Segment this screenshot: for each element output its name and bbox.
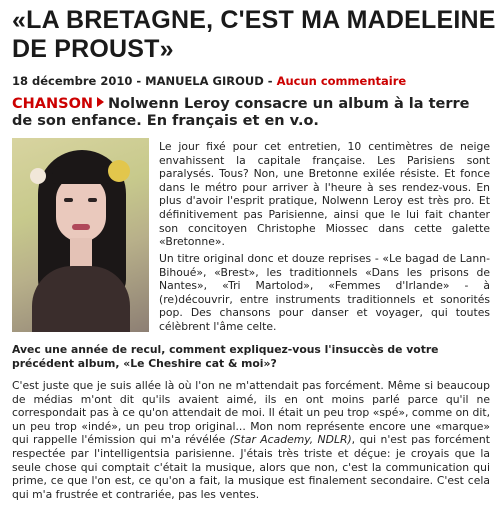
article-meta xyxy=(12,74,406,88)
answer-text-2: , qui n'est pas forcément respectée par l'intelligentsia parisienne. J'étais très triste et déçue: je croyais que la seule chose qui comptait c'était la musique, alors que non, c'est la communication qui prime, ce que l'on est, ce qu'on a fait, la musique est finalement secondaire. C'est cela qui m'a frustrée et contrariée, pas les ventes. xyxy=(12,433,490,501)
bottom-fade xyxy=(0,507,503,521)
article-author[interactable]: MANUELA GIROUD xyxy=(145,74,264,88)
meta-separator-2: - xyxy=(263,74,277,88)
interview-question: Avec une année de recul, comment expliquez-vous l'insuccès de votre précédent album, «Le Cheshire cat & moi»? xyxy=(12,343,439,370)
artist-photo xyxy=(12,138,149,332)
meta-separator: - xyxy=(132,74,146,88)
article-date: 18 décembre 2010 xyxy=(12,74,133,88)
paragraph-intro: Le jour fixé pour cet entretien, 10 centimètres de neige envahissent la capitale française. Les Parisiens sont paralysés. Tous? Non, une Bretonne exilée résiste. Et fonce dans le métro pour arriver à l'heure à ses rendez-vous. En plus d'avoir l'esprit pratique, Nolwenn Leroy est très pro. Et définitivement pas Parisienne, ainsi que le lui fait chanter son concitoyen Christophe Miossec dans cette galette «Bretonne». xyxy=(159,140,490,249)
article-lead xyxy=(12,96,490,130)
interview-answer xyxy=(12,379,490,501)
answer-text-1: C'est juste que je suis allée là où l'on ne m'attendait pas forcément. Même si beaucoup de médias m'ont dit qu'ils avaient aimé, ils en ont moins parlé parce qu'il ne correspondait pas à ce qu'on attendait de moi. Il était un peu trop «spé», comme on dit, un peu trop «indé», un peu trop original... Mon nom représente encore une «marque» qui rappelle l'émission qui m'a révélée xyxy=(12,379,490,447)
paragraph-album: Un titre original donc et douze reprises - «Le bagad de Lann-Bihoué», «Brest», les traditionnels «Dans les prisons de Nantes», «Tri Martolod», «Femmes d'Irlande» - à (re)découvrir, entre instruments traditionnels et sonorités pop. Des chansons pour danser et voyager, qui toutes célèbrent l'âme celte. xyxy=(159,252,490,333)
answer-note: (Star Academy, NDLR) xyxy=(229,433,352,447)
article-title: «LA BRETAGNE, C'EST MA MADELEINE DE PROUST» xyxy=(12,6,496,63)
arrow-right-icon xyxy=(97,97,104,107)
comments-link[interactable]: Aucun commentaire xyxy=(276,74,407,88)
lead-text: Nolwenn Leroy consacre un album à la terre de son enfance. En français et en v.o. xyxy=(12,96,470,129)
rubric-label[interactable]: CHANSON xyxy=(12,96,94,112)
